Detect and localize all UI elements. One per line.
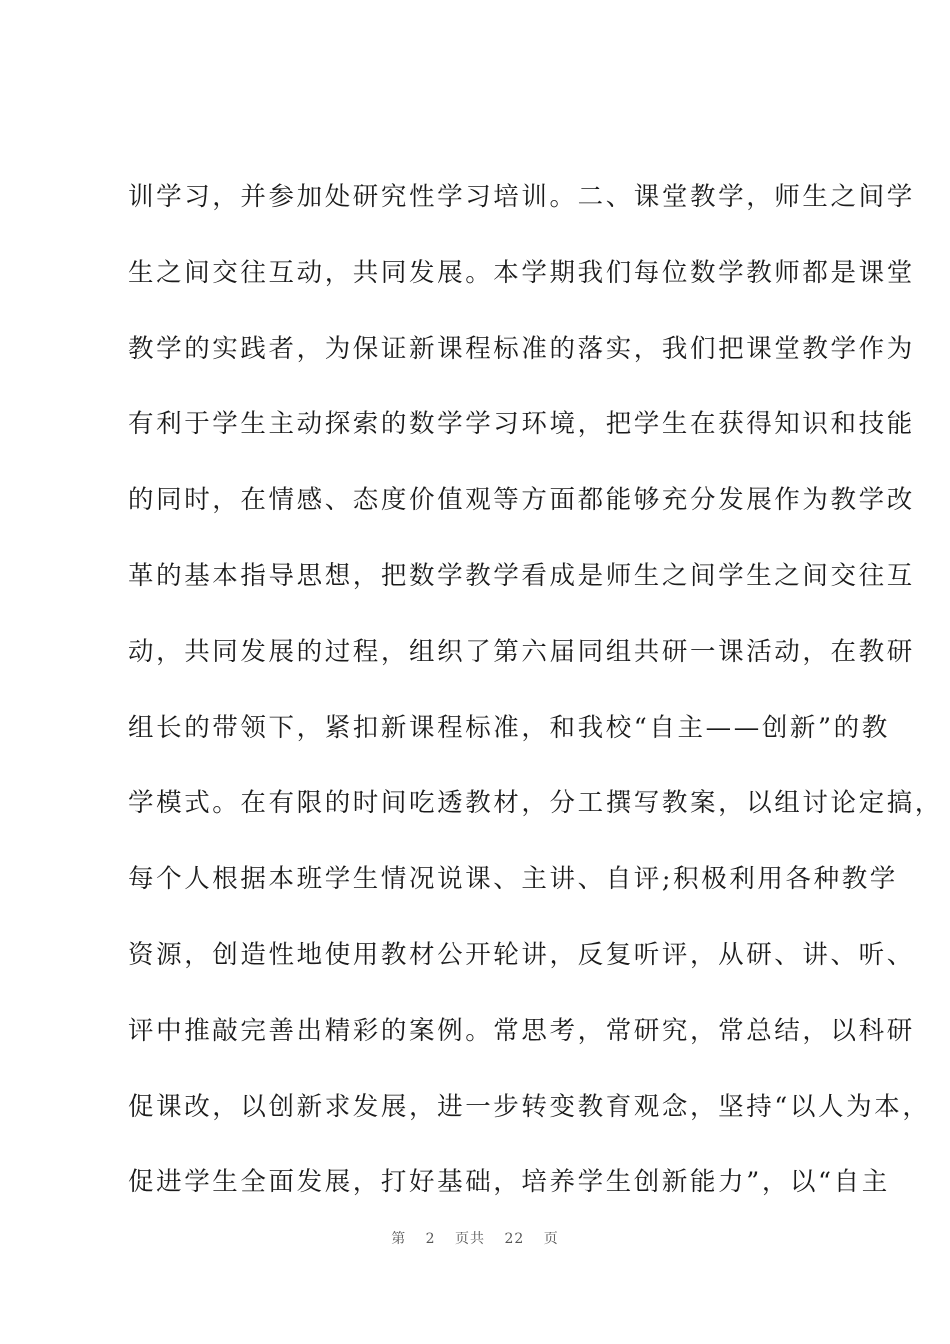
total-pages: 22: [504, 1231, 525, 1247]
current-page-number: 2: [425, 1231, 436, 1247]
footer-prefix: 第: [391, 1231, 407, 1247]
text-line: 革的基本指导思想，把数学教学看成是师生之间学生之间交往互: [128, 560, 915, 591]
text-line: 评中推敲完善出精彩的案例。常思考，常研究，常总结，以科研: [128, 1015, 915, 1046]
text-line: 组长的带领下，紧扣新课程标准，和我校“自主——创新”的教: [128, 712, 890, 743]
text-line: 训学习，并参加处研究性学习培训。二、课堂教学，师生之间学: [128, 182, 915, 212]
text-line: 促课改，以创新求发展，进一步转变教育观念，坚持“以人为本，: [128, 1091, 931, 1122]
body-text: [128, 168, 943, 1229]
text-line: 的同时，在情感、态度价值观等方面都能够充分发展作为教学改: [128, 485, 915, 516]
text-line: 教学的实践者，为保证新课程标准的落实，我们把课堂教学作为: [128, 333, 915, 364]
text-line: 资源，创造性地使用教材公开轮讲，反复听评，从研、讲、听、: [128, 939, 915, 970]
text-line: 生之间交往互动，共同发展。本学期我们每位数学教师都是课堂: [128, 257, 915, 288]
footer-middle: 页共: [455, 1231, 486, 1247]
footer-suffix: 页: [543, 1231, 559, 1247]
text-line: 学模式。在有限的时间吃透教材，分工撰写教案，以组讨论定搞，: [128, 788, 943, 819]
text-line: 有利于学生主动探索的数学学习环境，把学生在获得知识和技能: [128, 409, 915, 440]
text-line: 每个人根据本班学生情况说课、主讲、自评;积极利用各种教学: [128, 864, 898, 895]
page-footer: [0, 1228, 950, 1248]
text-line: 动，共同发展的过程，组织了第六届同组共研一课活动，在教研: [128, 636, 915, 667]
text-line: 促进学生全面发展，打好基础，培养学生创新能力”，以“自主: [128, 1167, 890, 1198]
